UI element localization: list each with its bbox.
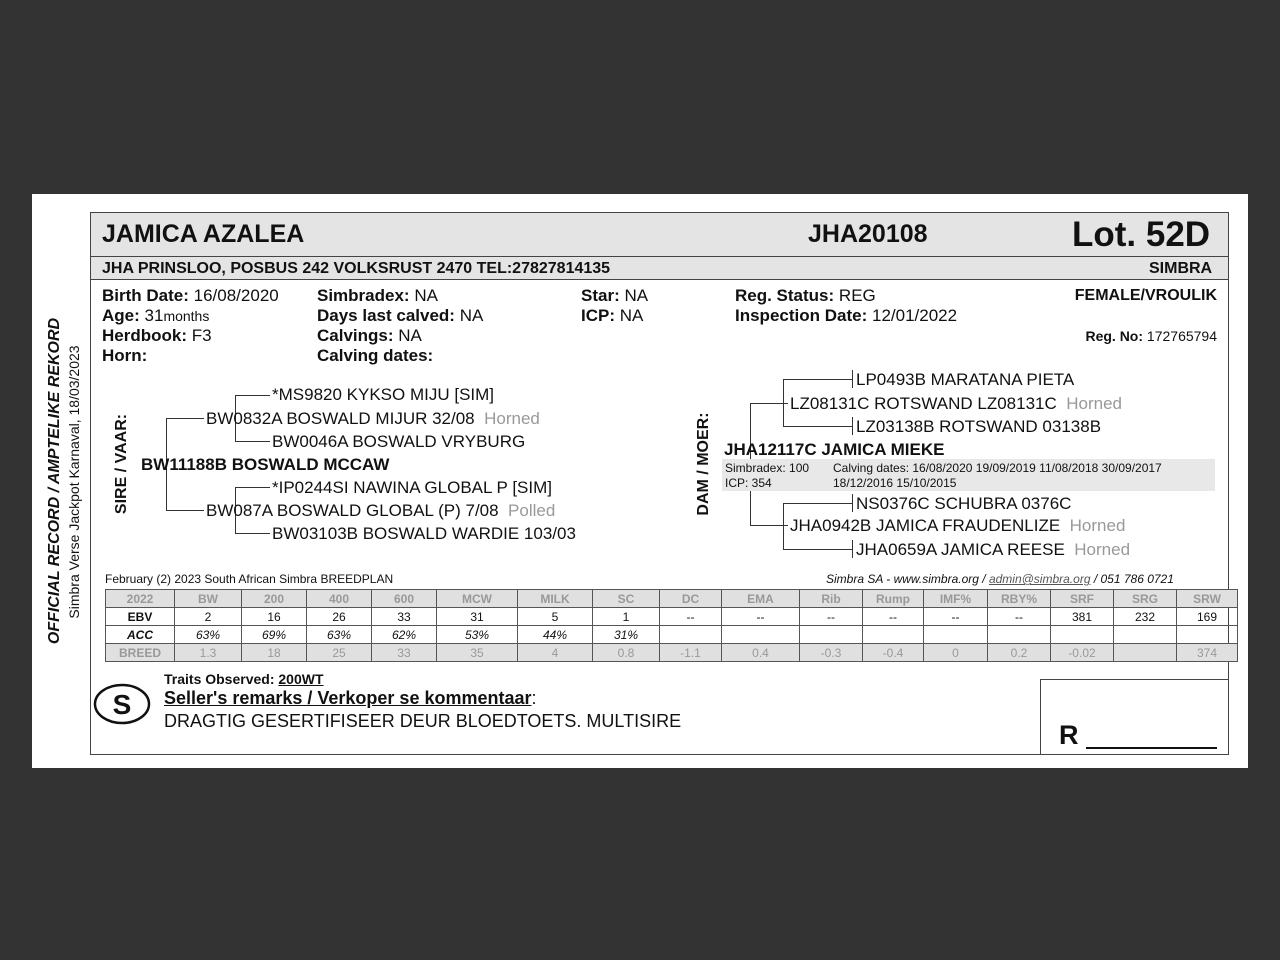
table-cell: 31% bbox=[593, 626, 660, 644]
table-cell: 63% bbox=[307, 626, 372, 644]
table-cell: 63% bbox=[175, 626, 242, 644]
table-cell: 0.2 bbox=[988, 644, 1051, 662]
table-cell: IMF% bbox=[924, 590, 988, 608]
acc-row bbox=[106, 626, 1238, 644]
lot-number: Lot. 52D bbox=[1072, 215, 1211, 254]
table-cell: 232 bbox=[1114, 608, 1177, 626]
sale-event-label: Simbra Verse Jackpot Karnaval, 18/03/2023 bbox=[66, 345, 82, 619]
table-cell: SRF bbox=[1051, 590, 1114, 608]
dam-name: JHA12117C JAMICA MIEKE bbox=[724, 440, 945, 459]
table-cell bbox=[863, 626, 924, 644]
table-cell bbox=[722, 626, 800, 644]
table-cell: 4 bbox=[518, 644, 593, 662]
official-record-label: OFFICIAL RECORD / AMPTELIKE REKORD bbox=[46, 317, 63, 645]
table-cell: 0.4 bbox=[722, 644, 800, 662]
table-cell: 18 bbox=[242, 644, 307, 662]
sire-line bbox=[235, 533, 270, 534]
sex-label: FEMALE/VROULIK bbox=[1074, 287, 1217, 304]
dam-tick bbox=[852, 494, 853, 512]
ebv-table bbox=[105, 589, 1238, 662]
table-cell bbox=[1114, 644, 1177, 662]
dam-calving-dates-cont: 18/12/2016 15/10/2015 bbox=[833, 476, 957, 490]
table-cell: 400 bbox=[307, 590, 372, 608]
table-cell: -- bbox=[863, 608, 924, 626]
table-cell: -- bbox=[722, 608, 800, 626]
icp: ICP: NA bbox=[581, 306, 644, 325]
table-cell: 0 bbox=[924, 644, 988, 662]
traits-observed: Traits Observed: 200WT bbox=[164, 671, 324, 687]
email-link[interactable]: admin@simbra.org bbox=[988, 572, 1091, 586]
dam-line bbox=[783, 503, 853, 504]
row-label: 2022 bbox=[106, 590, 175, 608]
table-cell: -- bbox=[800, 608, 863, 626]
table-cell: 53% bbox=[437, 626, 518, 644]
breedplan-contact: Simbra SA - www.simbra.org / admin@simbra.org / 051 786 0721 bbox=[826, 572, 1174, 586]
sire-dam-sire: *IP0244SI NAWINA GLOBAL P [SIM] bbox=[272, 478, 552, 497]
dam-tick bbox=[852, 417, 853, 435]
row-label: BREED bbox=[106, 644, 175, 662]
table-cell: EMA bbox=[722, 590, 800, 608]
owner-details: JHA PRINSLOO, POSBUS 242 VOLKSRUST 2470 TEL:27827814135 bbox=[102, 260, 611, 277]
breedplan-caption: February (2) 2023 South African Simbra BREEDPLAN bbox=[105, 572, 394, 586]
table-cell: Rib bbox=[800, 590, 863, 608]
reg-number: Reg. No: 172765794 bbox=[1085, 328, 1217, 344]
sire-label: SIRE / VAAR: bbox=[113, 413, 130, 515]
table-cell: -1.1 bbox=[660, 644, 722, 662]
dam-bracket bbox=[783, 503, 784, 549]
table-cell: SRW bbox=[1177, 590, 1238, 608]
table-cell: 200 bbox=[242, 590, 307, 608]
dam-calving-dates: Calving dates: 16/08/2020 19/09/2019 11/08/2018 30/09/2017 bbox=[833, 461, 1162, 475]
table-cell bbox=[924, 626, 988, 644]
dam-simbradex: Simbradex: 100 bbox=[725, 461, 810, 475]
table-cell: -- bbox=[924, 608, 988, 626]
table-cell: 1.3 bbox=[175, 644, 242, 662]
table-cell: MCW bbox=[437, 590, 518, 608]
table-cell bbox=[800, 626, 863, 644]
animal-name: JAMICA AZALEA bbox=[102, 220, 305, 248]
table-cell: 33 bbox=[372, 608, 437, 626]
simbradex: Simbradex: NA bbox=[317, 286, 438, 305]
inspection-date: Inspection Date: 12/01/2022 bbox=[735, 306, 958, 325]
sire-sire-dam: BW0046A BOSWALD VRYBURG bbox=[272, 432, 526, 451]
dam-dam-sire: NS0376C SCHUBRA 0376C bbox=[856, 494, 1072, 513]
table-cell: 69% bbox=[242, 626, 307, 644]
table-cell: 62% bbox=[372, 626, 437, 644]
table-cell: 25 bbox=[307, 644, 372, 662]
simbra-logo-icon bbox=[92, 681, 152, 727]
birth-date: Birth Date: 16/08/2020 bbox=[102, 286, 279, 305]
table-cell: SC bbox=[593, 590, 660, 608]
seller-remarks: DRAGTIG GESERTIFISEER DEUR BLOEDTOETS. MULTISIRE bbox=[164, 711, 682, 731]
sire-line bbox=[235, 395, 270, 396]
days-last-calved: Days last calved: NA bbox=[317, 306, 484, 325]
calvings: Calvings: NA bbox=[317, 326, 422, 345]
table-cell: 31 bbox=[437, 608, 518, 626]
table-cell: 600 bbox=[372, 590, 437, 608]
table-cell: -0.02 bbox=[1051, 644, 1114, 662]
dam-sire: LZ08131C ROTSWAND LZ08131C Horned bbox=[790, 394, 1122, 413]
sire-line bbox=[235, 487, 270, 488]
reg-status: Reg. Status: REG bbox=[735, 286, 876, 305]
dam-tick bbox=[852, 370, 853, 388]
price-field[interactable] bbox=[1086, 747, 1217, 749]
dam-sire-dam: LZ03138B ROTSWAND 03138B bbox=[856, 417, 1102, 436]
dam-dam: JHA0942B JAMICA FRAUDENLIZE Horned bbox=[790, 516, 1126, 535]
sire-line bbox=[166, 510, 204, 511]
table-cell: BW bbox=[175, 590, 242, 608]
table-cell: Rump bbox=[863, 590, 924, 608]
sire-dam: BW087A BOSWALD GLOBAL (P) 7/08 Polled bbox=[206, 501, 556, 520]
sire-line bbox=[235, 441, 270, 442]
row-label: ACC bbox=[106, 626, 175, 644]
table-cell: 374 bbox=[1177, 644, 1238, 662]
table-cell: 16 bbox=[242, 608, 307, 626]
sire-sire-sire: *MS9820 KYKSO MIJU [SIM] bbox=[272, 385, 495, 404]
dam-dam-dam: JHA0659A JAMICA REESE Horned bbox=[856, 540, 1131, 559]
table-cell: MILK bbox=[518, 590, 593, 608]
table-cell: 44% bbox=[518, 626, 593, 644]
sire-sire: BW0832A BOSWALD MIJUR 32/08 Horned bbox=[206, 409, 540, 428]
remarks-heading: Seller's remarks / Verkoper se kommentaar: bbox=[164, 688, 537, 708]
star: Star: NA bbox=[581, 286, 649, 305]
calving-dates-label: Calving dates: bbox=[317, 346, 434, 365]
dam-line bbox=[783, 426, 853, 427]
dam-line bbox=[783, 549, 853, 550]
table-cell: 2 bbox=[175, 608, 242, 626]
table-cell: 1 bbox=[593, 608, 660, 626]
table-cell bbox=[1177, 626, 1238, 644]
table-cell: -- bbox=[988, 608, 1051, 626]
table-cell: 0.8 bbox=[593, 644, 660, 662]
dam-sire-sire: LP0493B MARATANA PIETA bbox=[856, 370, 1075, 389]
table-cell bbox=[988, 626, 1051, 644]
sire-dam-dam: BW03103B BOSWALD WARDIE 103/03 bbox=[272, 524, 576, 543]
sire-line bbox=[166, 418, 204, 419]
dam-label: DAM / MOER: bbox=[695, 412, 712, 516]
ebv-row bbox=[106, 608, 1238, 626]
dam-icp: ICP: 354 bbox=[725, 476, 772, 490]
table-cell: 5 bbox=[518, 608, 593, 626]
horn-label: Horn: bbox=[102, 346, 148, 365]
table-cell: DC bbox=[660, 590, 722, 608]
herdbook: Herdbook: F3 bbox=[102, 326, 212, 345]
sire-name: BW11188B BOSWALD MCCAW bbox=[141, 455, 390, 474]
dam-tick bbox=[852, 540, 853, 558]
logo-letter: S bbox=[112, 689, 132, 720]
table-cell: SRG bbox=[1114, 590, 1177, 608]
row-label: EBV bbox=[106, 608, 175, 626]
breed-row bbox=[106, 644, 1238, 662]
dam-bracket bbox=[783, 379, 784, 426]
breed-label: SIMBRA bbox=[1149, 260, 1213, 277]
table-cell: 169 bbox=[1177, 608, 1238, 626]
table-cell bbox=[1051, 626, 1114, 644]
table-cell: 35 bbox=[437, 644, 518, 662]
table-cell: RBY% bbox=[988, 590, 1051, 608]
table-cell: 26 bbox=[307, 608, 372, 626]
table-cell: -- bbox=[660, 608, 722, 626]
table-cell: 381 bbox=[1051, 608, 1114, 626]
table-cell: -0.3 bbox=[800, 644, 863, 662]
age: Age: 31months bbox=[102, 306, 210, 325]
ebv-header-row bbox=[106, 590, 1238, 608]
table-cell bbox=[1114, 626, 1177, 644]
price-label: R bbox=[1059, 720, 1079, 750]
table-cell: 33 bbox=[372, 644, 437, 662]
registration-id: JHA20108 bbox=[808, 220, 928, 248]
table-cell bbox=[660, 626, 722, 644]
table-cell: -0.4 bbox=[863, 644, 924, 662]
dam-line bbox=[783, 379, 853, 380]
